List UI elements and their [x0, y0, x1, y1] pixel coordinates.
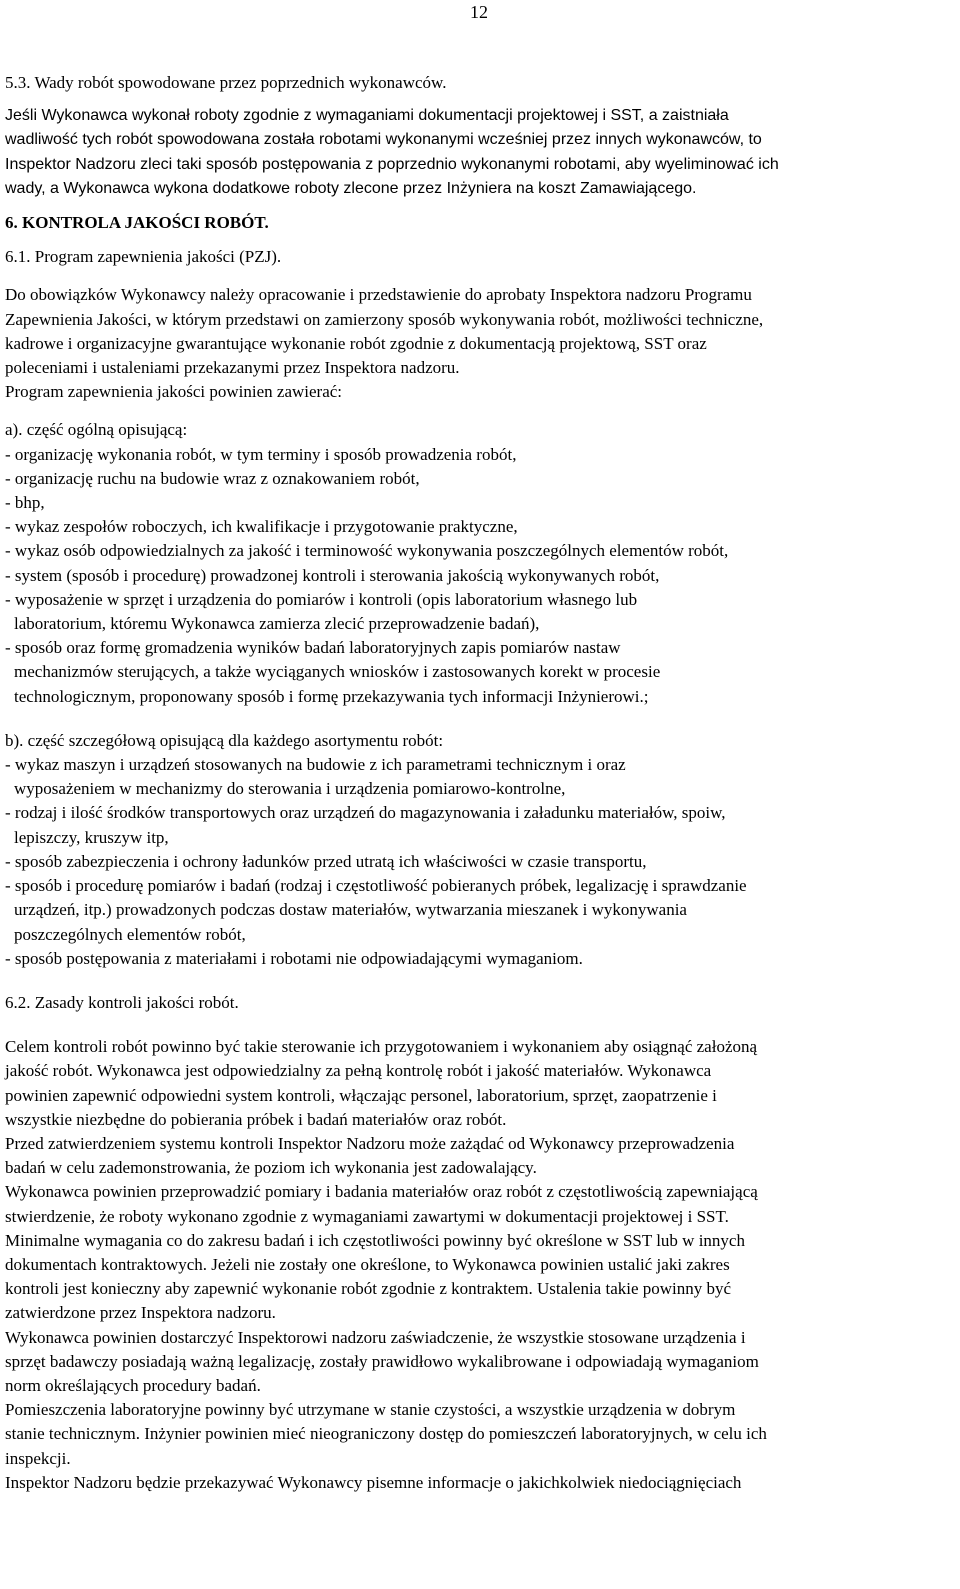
text-line: Program zapewnienia jakości powinien zawierać: — [5, 382, 343, 402]
text-line: jakość robót. Wykonawca jest odpowiedzialny za pełną kontrolę robót i jakość materiałów. Wykonawca — [5, 1061, 712, 1081]
text-line: - sposób oraz formę gromadzenia wyników badań laboratoryjnych zapis pomiarów nastaw — [5, 638, 621, 658]
text-line: zatwierdzone przez Inspektora nadzoru. — [5, 1303, 276, 1323]
section-5-3-text — [5, 104, 955, 201]
text-line: inspekcji. — [5, 1448, 71, 1468]
text-line: technologicznym, proponowany sposób i formę przekazywania tych informacji Inżynierowi.; — [14, 686, 649, 706]
part-b-heading: b). część szczegółową opisującą dla każdego asortymentu robót: — [5, 730, 444, 750]
section-5-3-heading: 5.3. Wady robót spowodowane przez poprzednich wykonawców. — [5, 73, 447, 92]
text-line: - rodzaj i ilość środków transportowych oraz urządzeń do magazynowania i załadunku materiałów, spoiw, — [5, 803, 726, 823]
text-line: - wykaz maszyn i urządzeń stosowanych na budowie z ich parametrami technicznym i oraz — [5, 755, 626, 775]
text-line: badań w celu zademonstrowania, że poziom ich wykonania jest zadowalający. — [5, 1158, 537, 1178]
part-a-list — [5, 443, 955, 709]
text-line: Wykonawca powinien przeprowadzić pomiary i badania materiałów oraz robót z częstotliwością zapewniającą — [5, 1182, 758, 1202]
text-line: kontroli jest konieczny aby zapewnić wykonanie robót zgodnie z kontraktem. Ustalenia takie powinny być — [5, 1279, 732, 1299]
text-line: Do obowiązków Wykonawcy należy opracowanie i przedstawienie do aprobaty Inspektora nadzoru Programu — [5, 285, 752, 305]
text-line: lepiszczy, kruszyw itp, — [14, 827, 169, 847]
text-line: - sposób postępowania z materiałami i robotami nie odpowiadającymi wymaganiom. — [5, 948, 583, 968]
text-line: - wykaz osób odpowiedzialnych za jakość i terminowość wykonywania poszczególnych elementów robót, — [5, 541, 729, 561]
text-line: norm określających procedury badań. — [5, 1375, 261, 1395]
text-line: Inspektor Nadzoru zleci taki sposób postępowania z poprzednio wykonanymi robotami, aby wyeliminować ich — [5, 155, 779, 173]
section-6-heading: 6. KONTROLA JAKOŚCI ROBÓT. — [5, 213, 269, 233]
text-line: Wykonawca powinien dostarczyć Inspektorowi nadzoru zaświadczenie, że wszystkie stosowane urządzenia i — [5, 1327, 746, 1347]
part-a-heading: a). część ogólną opisującą: — [5, 420, 188, 440]
text-line: - organizację ruchu na budowie wraz z oznakowaniem robót, — [5, 468, 420, 488]
text-line: - sposób zabezpieczenia i ochrony ładunków przed utratą ich właściwości w czasie transportu, — [5, 851, 647, 871]
text-line: - bhp, — [5, 493, 45, 513]
text-line: wadliwość tych robót spowodowana została robotami wykonanymi wcześniej przez innych wykonawców, to — [5, 131, 762, 149]
text-line: - system (sposób i procedurę) prowadzonej kontroli i sterowania jakością wykonywanych robót, — [5, 565, 660, 585]
text-line: stanie technicznym. Inżynier powinien mieć nieograniczony dostęp do pomieszczeń laboratoryjnych, w celu ich — [5, 1424, 767, 1444]
text-line: - wykaz zespołów roboczych, ich kwalifikacje i przygotowanie praktyczne, — [5, 517, 518, 537]
section-6-2-heading: 6.2. Zasady kontroli jakości robót. — [5, 992, 239, 1012]
text-line: Przed zatwierdzeniem systemu kontroli Inspektor Nadzoru może zażądać od Wykonawcy przeprowadzenia — [5, 1133, 735, 1153]
text-line: - sposób i procedurę pomiarów i badań (rodzaj i częstotliwość pobieranych próbek, legalizację i sprawdzanie — [5, 876, 747, 896]
text-line: poszczególnych elementów robót, — [14, 924, 246, 944]
text-line: sprzęt badawczy posiadają ważną legalizację, zostały prawidłowo wykalibrowane i odpowiadają wymaganiom — [5, 1351, 759, 1371]
text-line: poleceniami i ustaleniami przekazanymi przez Inspektora nadzoru. — [5, 358, 460, 378]
text-line: - organizację wykonania robót, w tym terminy i sposób prowadzenia robót, — [5, 444, 517, 464]
text-line: wyposażeniem w mechanizmy do sterowania i urządzenia pomiarowo-kontrolne, — [14, 779, 566, 799]
page-number: 12 — [470, 2, 488, 22]
text-line: powinien zapewnić odpowiedni system kontroli, włączając personel, laboratorium, sprzęt, zaopatrzenie i — [5, 1085, 717, 1105]
text-line: Inspektor Nadzoru będzie przekazywać Wykonawcy pisemne informacje o jakichkolwiek niedociągnięciach — [5, 1472, 742, 1492]
section-6-1-heading: 6.1. Program zapewnienia jakości (PZJ). — [5, 247, 282, 267]
part-b-list — [5, 753, 955, 971]
section-6-1-intro — [5, 283, 955, 404]
text-line: laboratorium, któremu Wykonawca zamierza zlecić przeprowadzenie badań), — [14, 614, 540, 634]
text-line: dokumentach kontraktowych. Jeżeli nie zostały one określone, to Wykonawca powinien ustalić jaki zakres — [5, 1254, 730, 1274]
text-line: - wyposażenie w sprzęt i urządzenia do pomiarów i kontroli (opis laboratorium własnego lub — [5, 589, 638, 609]
text-line: Minimalne wymagania co do zakresu badań i ich częstotliwości powinny być określone w SST lub w innych — [5, 1230, 745, 1250]
text-line: kadrowe i organizacyjne gwarantujące wykonanie robót zgodnie z dokumentacją projektową, SST oraz — [5, 333, 707, 353]
section-6-2-text — [5, 1035, 955, 1495]
text-line: urządzeń, itp.) prowadzonych podczas dostaw materiałów, wytwarzania mieszanek i wykonywania — [14, 900, 687, 920]
text-line: wady, a Wykonawca wykona dodatkowe roboty zlecone przez Inżyniera na koszt Zamawiającego. — [5, 179, 697, 197]
text-line: Pomieszczenia laboratoryjne powinny być utrzymane w stanie czystości, a wszystkie urządzenia w dobrym — [5, 1400, 736, 1420]
text-line: stwierdzenie, że roboty wykonano zgodnie z wymaganiami zawartymi w dokumentacji projektowej i SST. — [5, 1206, 729, 1226]
text-line: Jeśli Wykonawca wykonał roboty zgodnie z wymaganiami dokumentacji projektowej i SST, a zaistniała — [5, 107, 729, 125]
document-body — [5, 71, 955, 1495]
text-line: wszystkie niezbędne do pobierania próbek i badań materiałów oraz robót. — [5, 1109, 507, 1129]
text-line: mechanizmów sterujących, a także wyciąganych wniosków i zastosowanych korekt w procesie — [14, 662, 661, 682]
text-line: Zapewnienia Jakości, w którym przedstawi on zamierzony sposób wykonywania robót, możliwości techniczne, — [5, 309, 764, 329]
text-line: Celem kontroli robót powinno być takie sterowanie ich przygotowaniem i wykonaniem aby osiągnąć założoną — [5, 1037, 758, 1057]
